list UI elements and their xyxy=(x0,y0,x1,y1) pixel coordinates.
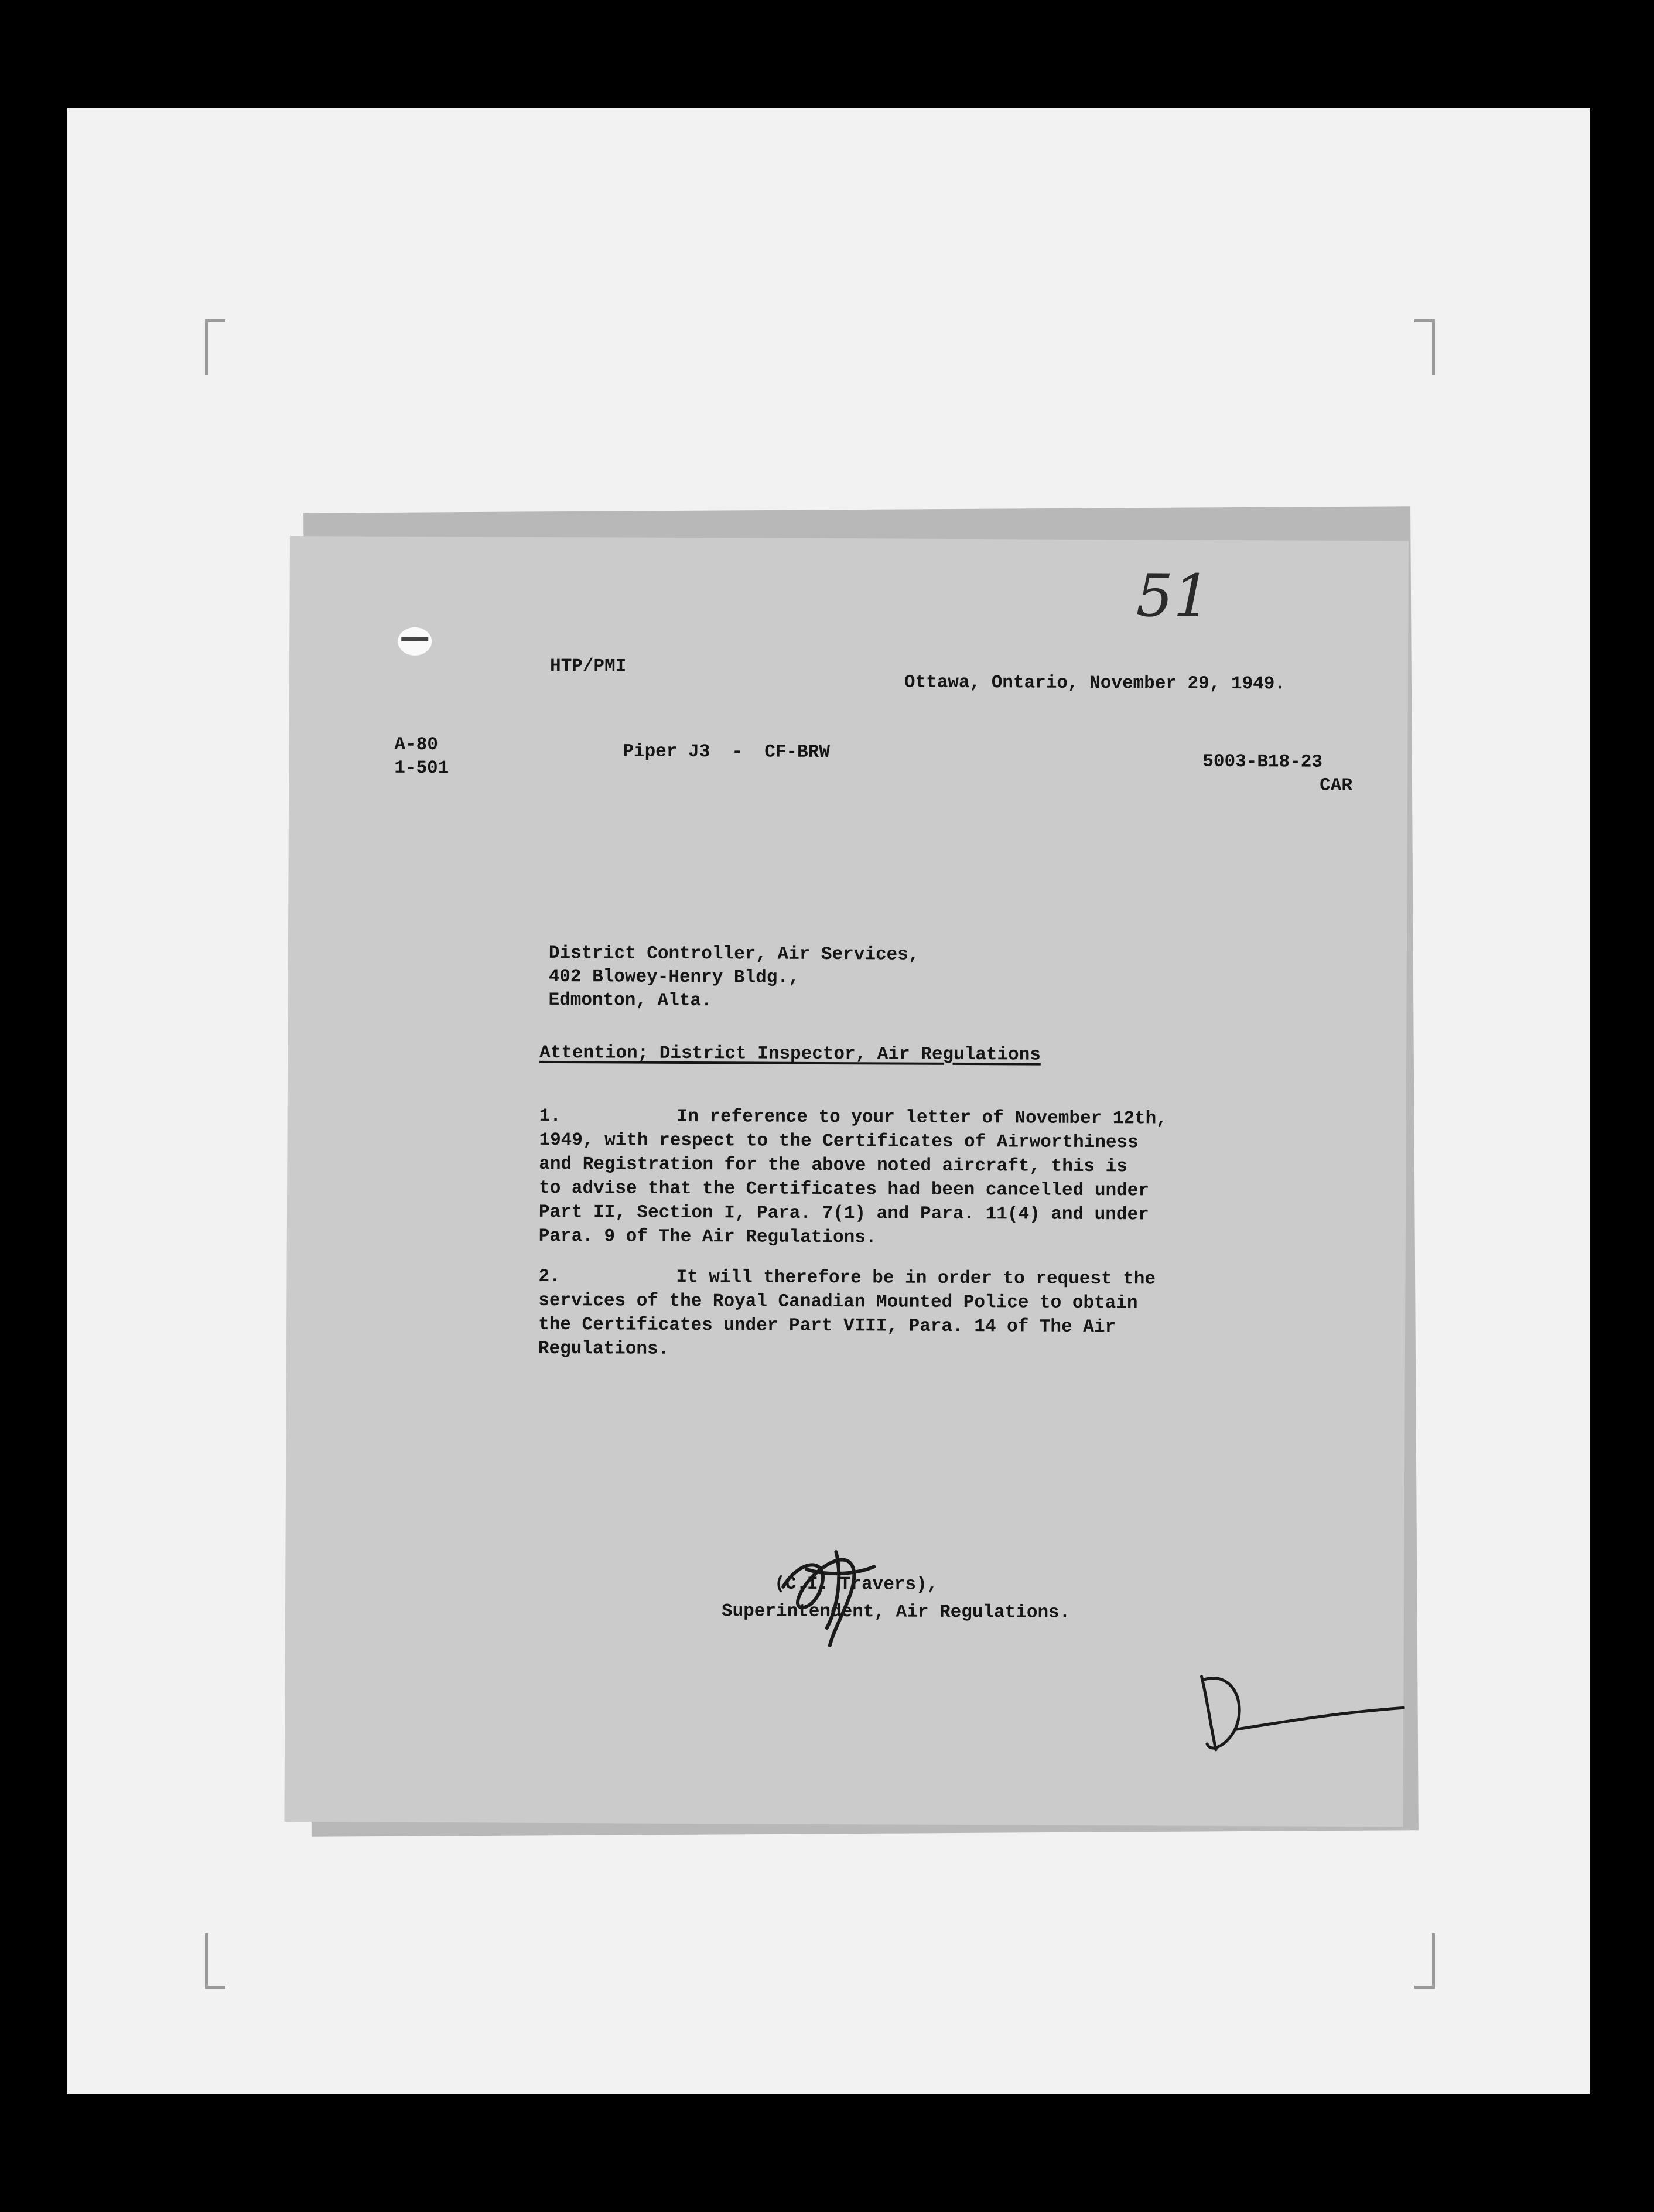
subject-line: Piper J3 - CF-BRW xyxy=(623,741,830,763)
signature-name: (C.I. Travers), xyxy=(774,1573,938,1595)
crop-mark-top-left xyxy=(205,319,225,375)
file-number-1: A-80 xyxy=(394,734,438,756)
file-number-2: 1-501 xyxy=(394,757,449,779)
punch-hole xyxy=(398,627,432,656)
typed-letter xyxy=(284,536,1409,1827)
folio-number: 51 xyxy=(1136,561,1211,630)
paragraph-line: Part II, Section I, Para. 7(1) and Para. 11(4) and under xyxy=(538,1201,1149,1226)
crop-mark-bottom-left xyxy=(205,1933,225,1989)
paragraph-line: It will therefore be in order to request the xyxy=(676,1267,1156,1290)
paragraph-line: and Registration for the above noted aircraft, this is xyxy=(539,1153,1127,1177)
crop-mark-bottom-right xyxy=(1414,1933,1435,1989)
paragraph-2-number: 2. xyxy=(538,1266,561,1288)
paragraph-1 xyxy=(539,1104,1201,1251)
crop-mark-top-right xyxy=(1414,319,1435,375)
paragraph-line: the Certificates under Part VIII, Para. 14 of The Air xyxy=(538,1314,1116,1338)
attention-line: Attention; District Inspector, Air Regulations xyxy=(539,1042,1041,1066)
file-reference-suffix: CAR xyxy=(1320,775,1353,796)
paragraph-line: services of the Royal Canadian Mounted Police to obtain xyxy=(538,1290,1138,1314)
paragraph-line: 1949, with respect to the Certificates of Airworthiness xyxy=(539,1129,1139,1153)
signature-title: Superintendent, Air Regulations. xyxy=(721,1601,1071,1623)
paragraph-line: Regulations. xyxy=(538,1338,669,1360)
file-reference: 5003-B18-23 xyxy=(1202,751,1323,773)
addressee-line-2: 402 Blowey-Henry Bldg., xyxy=(548,966,799,988)
paragraph-line: Para. 9 of The Air Regulations. xyxy=(538,1226,877,1248)
handwritten-signature xyxy=(766,1534,883,1658)
paragraph-line: In reference to your letter of November 12th, xyxy=(676,1106,1167,1129)
paragraph-line: to advise that the Certificates had been cancelled under xyxy=(539,1177,1149,1201)
reference-initials: HTP/PMI xyxy=(549,656,627,677)
paragraph-2 xyxy=(538,1265,1201,1364)
paragraph-1-number: 1. xyxy=(539,1105,561,1127)
addressee-line-3: Edmonton, Alta. xyxy=(548,989,712,1012)
place-date: Ottawa, Ontario, November 29, 1949. xyxy=(904,672,1286,695)
addressee-line-1: District Controller, Air Services, xyxy=(548,943,920,965)
handwritten-initial xyxy=(1184,1665,1407,1760)
